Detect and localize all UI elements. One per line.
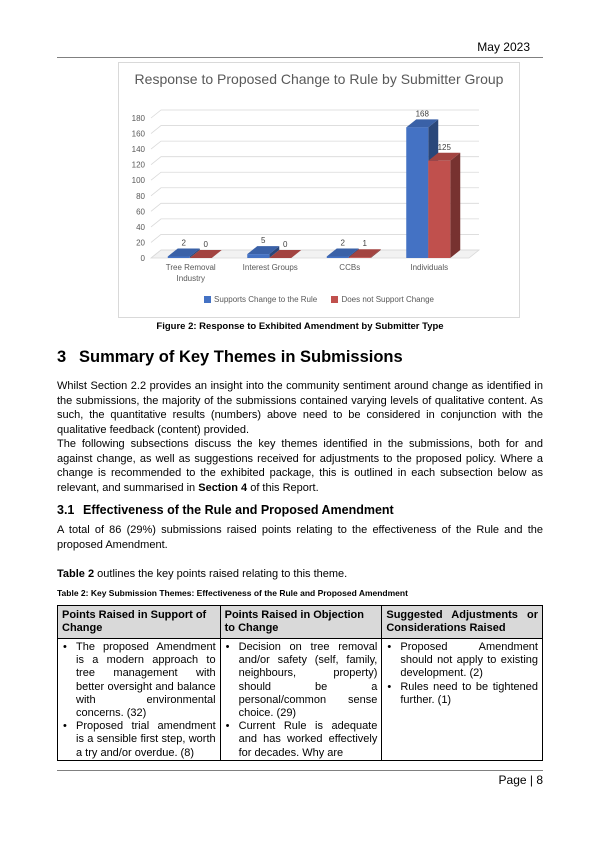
section-3-paragraph-1: Whilst Section 2.2 provides an insight into the community sentiment around change as identified in the submissions, the majority of the submissions contained varying levels of qualitative content. As such, the quantitative results (numbers) above need to be considered in conjunction with the qualitative feedback (content) provided. — [57, 380, 543, 436]
bar-0 — [406, 127, 428, 258]
bar-0 — [168, 256, 190, 258]
section-3-1-number: 3.1 — [57, 503, 75, 517]
section-3-title: Summary of Key Themes in Submissions — [79, 348, 403, 366]
legend-item-supports — [204, 295, 317, 304]
list-item: • Rules need to be tightened further. (1) — [400, 681, 538, 707]
y-tick-label: 100 — [131, 176, 145, 186]
section-3-heading — [57, 348, 403, 367]
y-tick-label: 160 — [131, 129, 145, 139]
data-label: 0 — [283, 240, 288, 249]
gridline — [151, 110, 479, 118]
table-cell-suggestions — [382, 639, 543, 761]
table-header-row — [58, 606, 543, 639]
bar-chart-svg — [119, 63, 519, 317]
x-tick-label: Tree Removal — [165, 263, 216, 272]
legend-swatch-supports — [204, 296, 211, 303]
table-header-support: Points Raised in Support of Change — [58, 606, 221, 639]
y-tick-label: 0 — [140, 254, 145, 263]
section-4-reference: Section 4 — [198, 481, 248, 494]
objection-points-list — [223, 641, 378, 760]
list-item: • The proposed Amendment is a modern approach to tree management with better oversight and balance with environmental concerns. (32) — [76, 641, 216, 720]
x-tick-label: Individuals — [410, 263, 449, 272]
section-3-1-paragraph-1: A total of 86 (29%) submissions raised points relating to the effectiveness of the Rule and the proposed Amendment. — [57, 524, 543, 551]
y-tick-label: 40 — [136, 222, 145, 232]
support-points-list — [60, 641, 216, 760]
header-date: May 2023 — [477, 40, 530, 54]
page-number: Page | 8 — [498, 773, 543, 787]
y-tick-label: 60 — [136, 207, 145, 217]
figure-caption: Figure 2: Response to Exhibited Amendment by Submitter Type — [156, 321, 444, 332]
chart-title: Response to Proposed Change to Rule by Submitter Group — [134, 71, 504, 87]
y-tick-label: 120 — [131, 160, 145, 170]
data-label: 1 — [362, 239, 367, 249]
section-3-1-title: Effectiveness of the Rule and Proposed Amendment — [83, 503, 394, 517]
x-tick-label: CCBs — [339, 263, 361, 272]
x-tick-label: Industry — [176, 274, 205, 283]
legend-swatch-does-not-support — [331, 296, 338, 303]
data-label: 2 — [340, 238, 345, 248]
y-tick-label: 20 — [136, 238, 145, 248]
list-item: • Proposed Amendment should not apply to existing development. (2) — [400, 641, 538, 681]
data-label: 5 — [261, 236, 266, 246]
legend-label-supports: Supports Change to the Rule — [214, 295, 318, 304]
table-row — [58, 639, 543, 761]
data-label: 2 — [181, 238, 186, 248]
data-label: 168 — [415, 109, 429, 119]
table-header-objection: Points Raised in Objection to Change — [220, 606, 382, 639]
bar-0 — [327, 256, 349, 258]
table-2-reference: Table 2 — [57, 568, 95, 580]
legend-label-does-not-support: Does not Support Change — [341, 295, 434, 304]
data-label: 0 — [203, 240, 208, 249]
section-3-paragraph-2-text: The following subsections discuss the key themes identified in the submissions, both for and against change, as well as suggestions received for adjustments to the proposed policy. Where a change is recommended to the exhibited package, this is outlined in each subsection below as relevant, and summarised in — [57, 438, 543, 494]
bar-1 — [428, 161, 450, 258]
section-3-1-paragraph-2 — [57, 567, 543, 582]
section-3-paragraph-2 — [57, 437, 543, 495]
bar-0 — [247, 254, 269, 258]
y-tick-label: 80 — [136, 191, 145, 201]
legend-item-does-not-support — [331, 295, 434, 304]
table-header-suggestions: Suggested Adjustments or Considerations Raised — [382, 606, 543, 639]
section-3-1-paragraph-2-text: outlines the key points raised relating to this theme. — [94, 568, 348, 580]
table-cell-objection — [220, 639, 382, 761]
list-item: • Decision on tree removal and/or safety (self, family, neighbours, property) should be a personal/common sense choice. (29) — [239, 641, 378, 720]
table-caption: Table 2: Key Submission Themes: Effectiveness of the Rule and Proposed Amendment — [57, 588, 408, 598]
chart-legend — [119, 295, 519, 304]
y-tick-label: 180 — [131, 114, 145, 123]
footer-rule — [57, 770, 543, 771]
list-item: • Proposed trial amendment is a sensible first step, worth a try and/or overdue. (8) — [76, 720, 216, 760]
header-rule — [57, 57, 543, 58]
chart — [118, 62, 520, 318]
x-tick-label: Interest Groups — [242, 263, 298, 272]
suggestion-points-list — [384, 641, 538, 707]
section-3-1-heading — [57, 503, 394, 517]
bar-side-1 — [450, 153, 460, 258]
section-3-paragraph-2-end: of this Report. — [247, 481, 319, 494]
table-cell-support — [58, 639, 221, 761]
data-label: 125 — [437, 142, 451, 152]
bar-1 — [349, 257, 371, 258]
section-3-number: 3 — [57, 348, 67, 366]
y-tick-label: 140 — [131, 145, 145, 155]
themes-table — [57, 605, 543, 761]
list-item: • Current Rule is adequate and has worked effectively for decades. Why are — [239, 720, 378, 760]
